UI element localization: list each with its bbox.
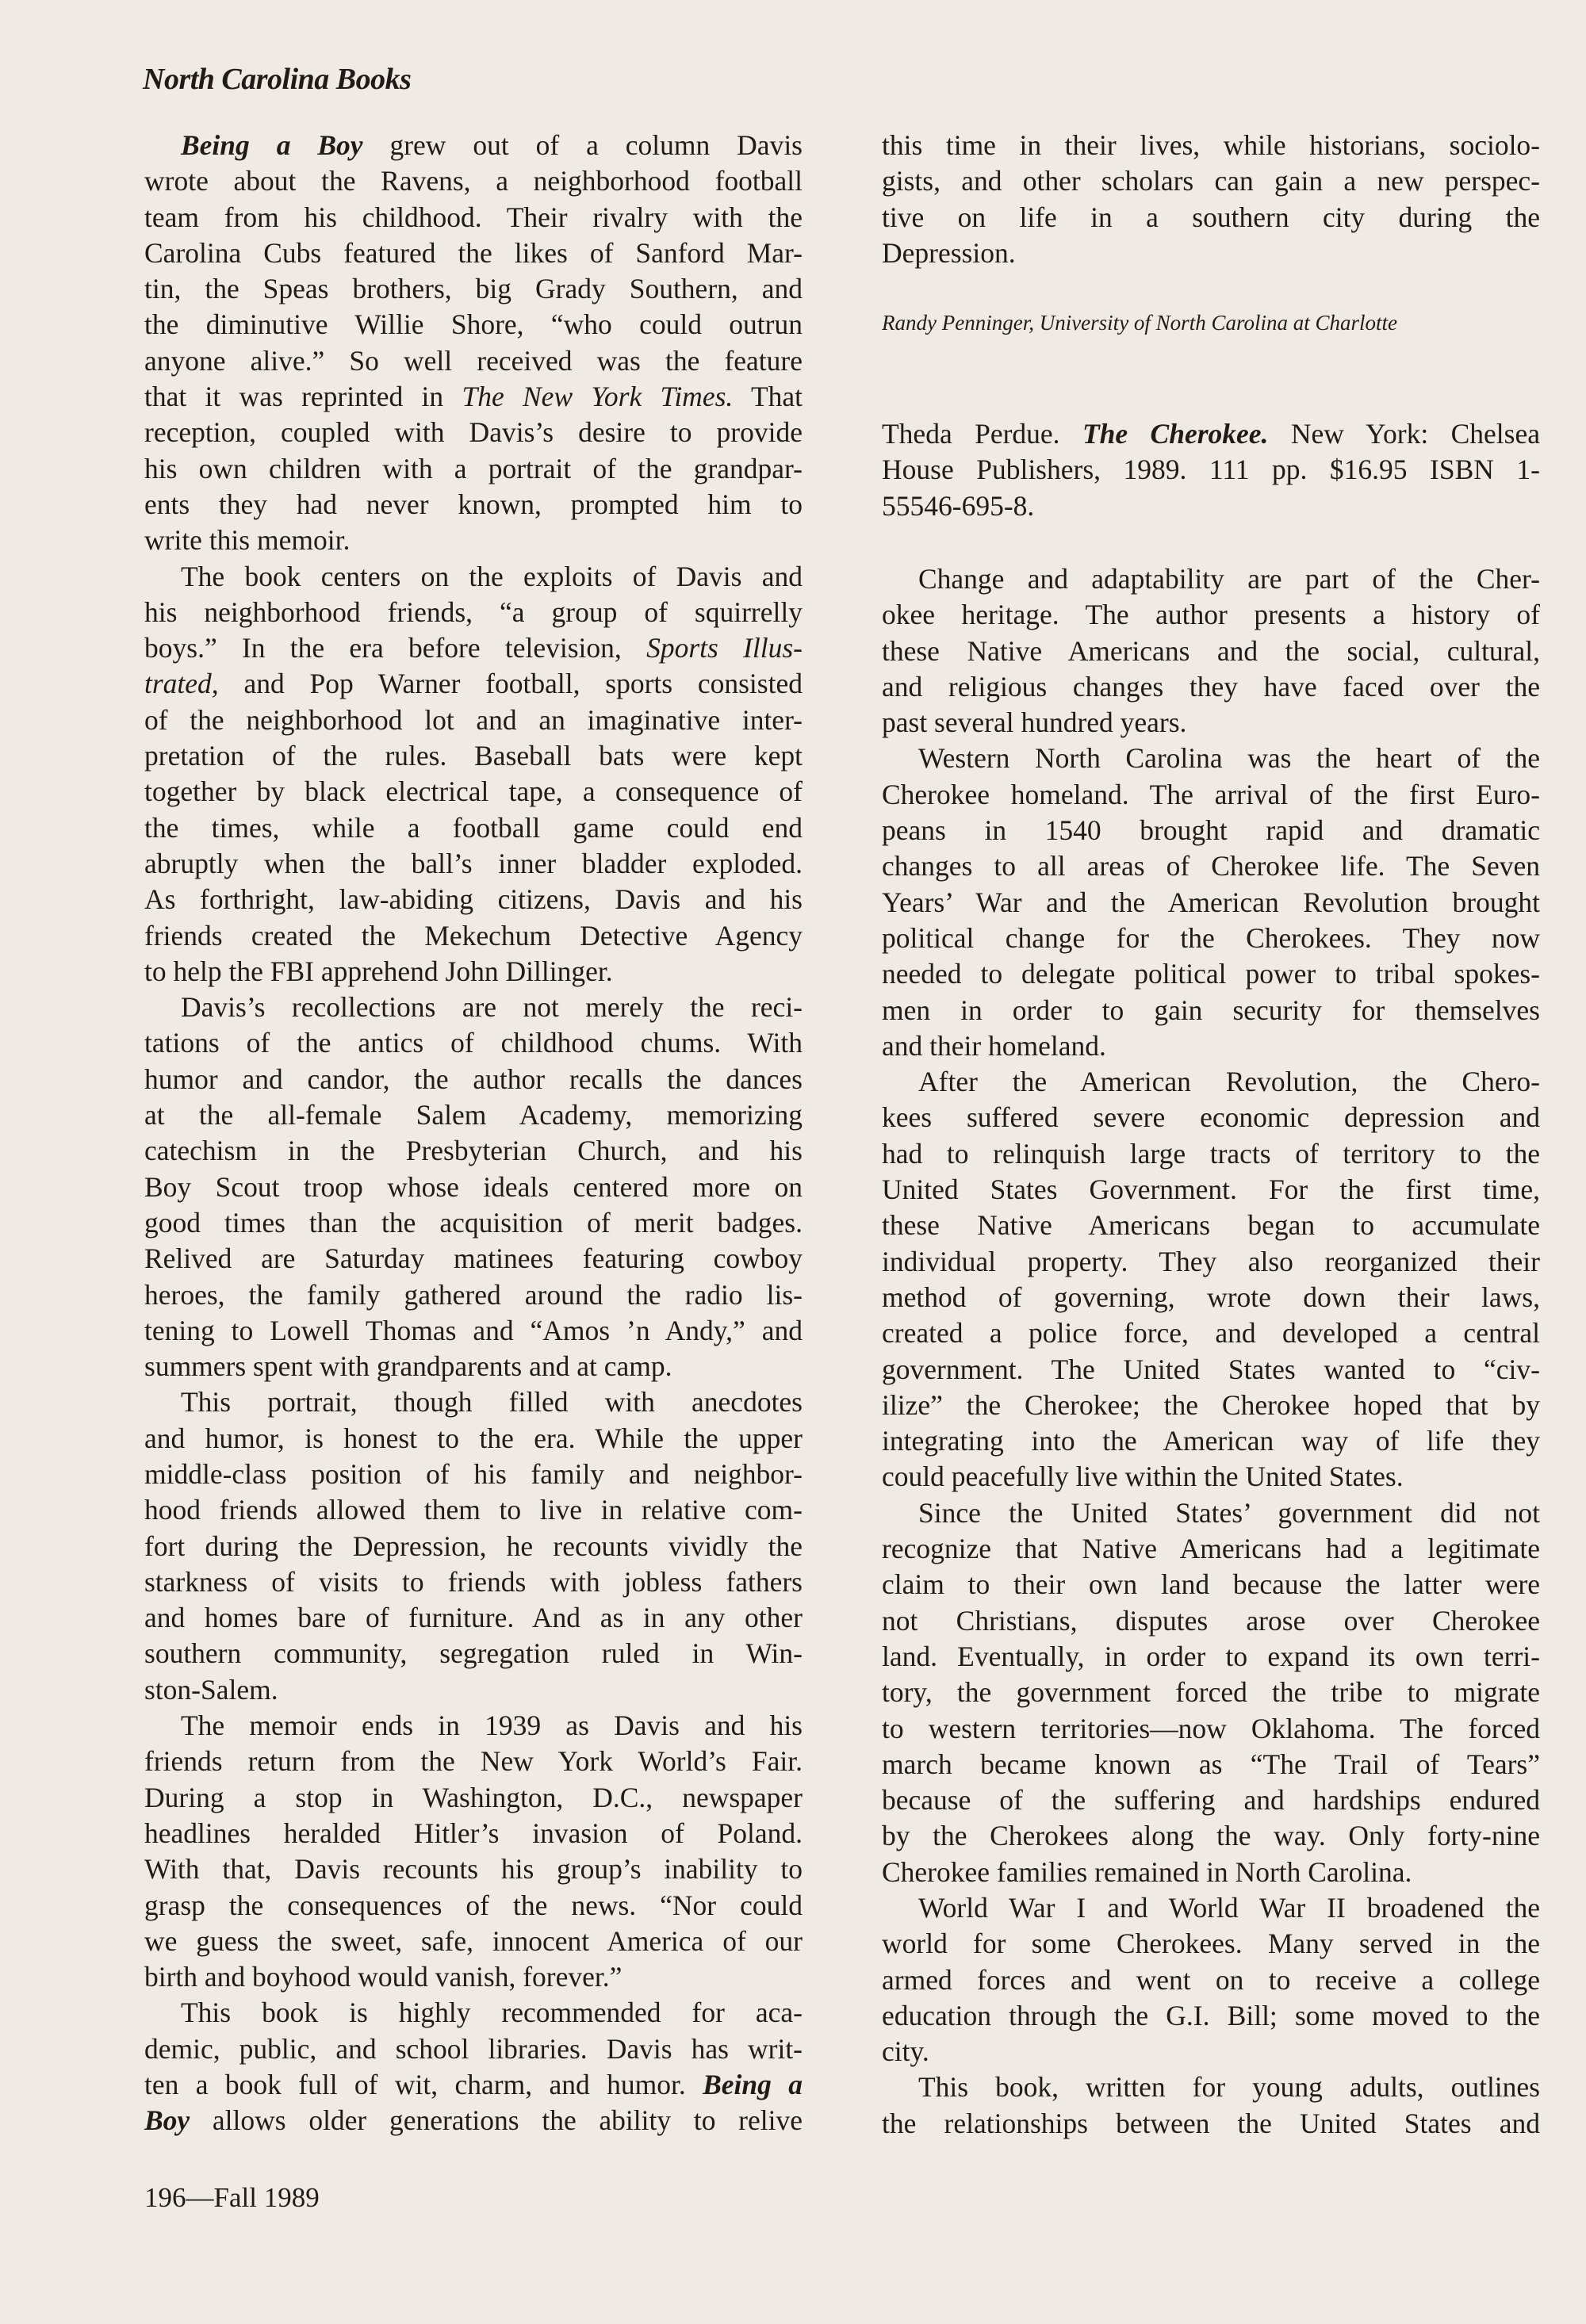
text-run: we guess the sweet, safe, innocent America of our [144, 1924, 803, 1957]
text-line [144, 1205, 803, 1241]
text-line [144, 379, 803, 415]
text-line [882, 1064, 1540, 1100]
text-run: and humor, is honest to the era. While the upper [144, 1422, 803, 1454]
text-run: these Native Americans began to accumulate [882, 1209, 1540, 1242]
paragraph [882, 1890, 1540, 2069]
text-line [144, 1816, 803, 1851]
text-run: grasp the consequences of the news. “Nor could [144, 1889, 803, 1921]
text-line [882, 1315, 1540, 1351]
text-run: these Native Americans and the social, cultural, [882, 634, 1540, 667]
text-run: abruptly when the ball’s inner bladder exploded. [144, 847, 803, 879]
text-run: Depression. [882, 236, 1016, 269]
text-line [882, 848, 1540, 884]
text-line [144, 595, 803, 630]
text-run: march became known as “The Trail of Tears” [882, 1748, 1540, 1780]
text-run: After the American Revolution, the Chero- [918, 1066, 1540, 1098]
text-line [882, 200, 1540, 235]
text-line [144, 918, 803, 954]
text-line [882, 777, 1540, 813]
paragraph [144, 1708, 803, 1995]
text-line [882, 2106, 1540, 2142]
paragraph [882, 561, 1540, 741]
paragraph [882, 416, 1540, 524]
text-line [882, 1136, 1540, 1172]
italic-title: The New York Times. [462, 381, 734, 413]
text-line [882, 813, 1540, 848]
text-run: This book, written for young adults, outlines [918, 2071, 1540, 2104]
text-line [144, 810, 803, 846]
text-line [144, 774, 803, 810]
text-line [882, 1926, 1540, 1962]
text-line [882, 2034, 1540, 2069]
text-line [882, 921, 1540, 956]
italic-title: Sports Illus- [646, 632, 803, 664]
text-line [144, 954, 803, 990]
text-line [144, 1780, 803, 1816]
text-run: recognize that Native Americans had a legitimate [882, 1533, 1540, 1565]
text-line [882, 1495, 1540, 1531]
text-line [144, 1995, 803, 2031]
text-line [144, 990, 803, 1025]
text-run: team from his childhood. Their rivalry with the [144, 201, 803, 233]
book-title: Being a [703, 2069, 803, 2101]
text-line [882, 1100, 1540, 1135]
text-run: House Publishers, 1989. 111 pp. $16.95 ISBN 1- [882, 454, 1540, 486]
text-line [144, 1241, 803, 1277]
text-line [144, 559, 803, 595]
text-line [144, 1492, 803, 1528]
text-run: allows older generations the ability to relive [190, 2104, 803, 2137]
text-run: write this memoir. [144, 524, 351, 557]
text-run: birth and boyhood would vanish, forever.” [144, 1961, 623, 1993]
text-line [882, 1280, 1540, 1315]
text-run: As forthright, law-abiding citizens, Davis and his [144, 883, 803, 916]
text-run: individual property. They also reorganized their [882, 1245, 1540, 1277]
text-run: land. Eventually, in order to expand its own terri- [882, 1640, 1540, 1672]
text-line [144, 882, 803, 917]
text-line [882, 885, 1540, 921]
paragraph [144, 1995, 803, 2138]
text-line [144, 163, 803, 199]
right-column-review [882, 561, 1540, 2142]
text-line [882, 1028, 1540, 1064]
text-line [144, 1888, 803, 1924]
text-run: world for some Cherokees. Many served in the [882, 1928, 1540, 1960]
text-run: his neighborhood friends, “a group of squirrelly [144, 595, 803, 628]
paragraph [144, 1384, 803, 1708]
book-title: Boy [144, 2104, 190, 2137]
text-run: the diminutive Willie Shore, “who could outrun [144, 308, 803, 341]
text-line [882, 669, 1540, 705]
text-line [882, 956, 1540, 992]
text-line [882, 597, 1540, 633]
text-line [144, 1636, 803, 1671]
book-title: Being a Boy [181, 129, 363, 161]
italic-title: trated, [144, 668, 219, 700]
text-run: political change for the Cherokees. They now [882, 921, 1540, 954]
text-run: tening to Lowell Thomas and “Amos ’n Andy,” and [144, 1314, 803, 1346]
text-run: claim to their own land because the latter were [882, 1568, 1540, 1601]
text-run: New York: Chelsea [1268, 418, 1540, 450]
text-run: because of the suffering and hardships endured [882, 1784, 1540, 1817]
text-run: men in order to gain security for themselves [882, 994, 1540, 1026]
text-line [882, 235, 1540, 271]
text-line [882, 1423, 1540, 1459]
text-line [882, 1603, 1540, 1639]
text-run: the times, while a football game could end [144, 811, 803, 844]
running-header: North Carolina Books [143, 63, 412, 96]
text-line [144, 630, 803, 666]
text-line [144, 2067, 803, 2103]
text-run: education through the G.I. Bill; some moved to the [882, 1999, 1540, 2031]
text-line [144, 451, 803, 487]
text-run: catechism in the Presbyterian Church, and his [144, 1135, 803, 1167]
text-run: that it was reprinted in [144, 381, 462, 413]
text-run: anyone alive.” So well received was the feature [144, 344, 803, 377]
text-line [882, 128, 1540, 163]
text-run: his own children with a portrait of the grandpar- [144, 452, 803, 484]
text-run: hood friends allowed them to live in relative com- [144, 1494, 803, 1526]
paragraph [882, 1064, 1540, 1495]
text-run: With that, Davis recounts his group’s inability to [144, 1853, 803, 1886]
text-line [144, 1708, 803, 1744]
text-run: Years’ War and the American Revolution brought [882, 886, 1540, 918]
text-run: integrating into the American way of life they [882, 1425, 1540, 1457]
text-line [144, 1851, 803, 1887]
text-line [882, 488, 1540, 524]
paragraph [882, 128, 1540, 271]
text-run: tive on life in a southern city during the [882, 201, 1540, 233]
text-line [144, 1457, 803, 1492]
text-run: Change and adaptability are part of the Cher- [918, 563, 1540, 595]
text-run: starkness of visits to friends with jobless fathers [144, 1565, 803, 1598]
text-line [144, 200, 803, 235]
text-line [144, 128, 803, 163]
text-run: reception, coupled with Davis’s desire to provide [144, 416, 803, 449]
text-line [882, 1388, 1540, 1423]
text-run: together by black electrical tape, a consequence of [144, 775, 803, 808]
text-run: to western territories—now Oklahoma. The forced [882, 1712, 1540, 1744]
text-line [144, 1564, 803, 1600]
text-run: changes to all areas of Cherokee life. The Seven [882, 850, 1540, 883]
text-line [144, 846, 803, 882]
text-line [882, 1782, 1540, 1818]
text-run: by the Cherokees along the way. Only forty-nine [882, 1820, 1540, 1852]
text-line [144, 1384, 803, 1420]
text-run: headlines heralded Hitler’s invasion of Poland. [144, 1817, 803, 1849]
text-run: 55546-695-8. [882, 489, 1035, 522]
text-run: created a police force, and developed a central [882, 1317, 1540, 1350]
text-run: boys.” In the era before television, [144, 632, 647, 664]
text-run: summers spent with grandparents and at camp. [144, 1350, 672, 1383]
text-run: city. [882, 2035, 929, 2068]
text-line [882, 1747, 1540, 1782]
text-run: okee heritage. The author presents a history of [882, 599, 1540, 631]
paragraph [144, 128, 803, 559]
text-line [882, 1639, 1540, 1675]
text-line [882, 1855, 1540, 1890]
text-run: ten a book full of wit, charm, and humor. [144, 2069, 703, 2101]
text-run: needed to delegate political power to tribal spokes- [882, 958, 1540, 990]
page-footer: 196—Fall 1989 [144, 2182, 320, 2213]
text-line [882, 1352, 1540, 1388]
text-run: This book is highly recommended for aca- [181, 1997, 803, 2029]
text-line [882, 1567, 1540, 1602]
text-run: the relationships between the United States and [882, 2107, 1540, 2139]
text-line [144, 1421, 803, 1457]
paragraph [144, 990, 803, 1384]
text-line [882, 1531, 1540, 1567]
text-run: and religious changes they have faced over the [882, 670, 1540, 703]
text-line [144, 1097, 803, 1133]
text-run: grew out of a column Davis [362, 129, 803, 161]
text-line [144, 307, 803, 343]
text-line [882, 1962, 1540, 1998]
text-line [144, 271, 803, 307]
text-line [144, 1025, 803, 1061]
text-line [882, 1208, 1540, 1243]
text-run: United States Government. For the first time, [882, 1173, 1540, 1206]
text-line [144, 1133, 803, 1169]
text-run: had to relinquish large tracts of territory to the [882, 1137, 1540, 1170]
text-run: good times than the acquisition of merit badges. [144, 1206, 803, 1239]
text-line [144, 666, 803, 702]
text-line [144, 738, 803, 774]
text-run: of the neighborhood lot and an imaginative inter- [144, 703, 803, 736]
text-run: armed forces and went on to receive a college [882, 1963, 1540, 1996]
text-run: tory, the government forced the tribe to migrate [882, 1676, 1540, 1709]
text-run: to help the FBI apprehend John Dillinger. [144, 955, 613, 987]
text-line [144, 1170, 803, 1205]
text-run: Cherokee families remained in North Carolina. [882, 1855, 1412, 1888]
paragraph [144, 559, 803, 990]
text-run: middle-class position of his family and neighbor- [144, 1457, 803, 1490]
text-line [144, 1349, 803, 1384]
text-run: and their homeland. [882, 1029, 1106, 1062]
text-line [144, 523, 803, 558]
text-run: humor and candor, the author recalls the dances [144, 1062, 803, 1095]
text-run: ston-Salem. [144, 1673, 278, 1706]
text-run: method of governing, wrote down their laws, [882, 1281, 1540, 1313]
text-line [882, 163, 1540, 199]
text-run: pretation of the rules. Baseball bats were kept [144, 740, 803, 772]
text-line [144, 2031, 803, 2067]
text-line [144, 415, 803, 450]
text-line [144, 1529, 803, 1564]
paragraph [882, 2069, 1540, 2142]
text-line [882, 993, 1540, 1028]
text-run: tin, the Speas brothers, big Grady Southern, and [144, 273, 803, 305]
paragraph [882, 741, 1540, 1064]
text-line [882, 1675, 1540, 1710]
reviewer-signature: Randy Penninger, University of North Carolina at Charlotte [882, 311, 1397, 335]
text-run: ilize” the Cherokee; the Cherokee hoped that by [882, 1388, 1540, 1421]
text-run: Theda Perdue. [882, 418, 1082, 450]
text-run: government. The United States wanted to “civ- [882, 1353, 1540, 1385]
book-title: The Cherokee. [1082, 418, 1269, 450]
text-run: This portrait, though filled with anecdotes [181, 1386, 803, 1419]
text-run: That [733, 381, 803, 413]
text-line [144, 1744, 803, 1779]
text-line [144, 1672, 803, 1708]
text-line [882, 561, 1540, 597]
text-run: southern community, segregation ruled in Win- [144, 1637, 803, 1670]
text-line [144, 1277, 803, 1313]
text-run: Davis’s recollections are not merely the reci- [181, 991, 803, 1024]
text-line [882, 1172, 1540, 1208]
text-run: During a stop in Washington, D.C., newspaper [144, 1781, 803, 1813]
text-line [882, 1244, 1540, 1280]
text-line [882, 1711, 1540, 1747]
text-line [144, 487, 803, 523]
text-run: friends return from the New York World’s Fair. [144, 1745, 803, 1778]
book-citation [882, 416, 1540, 524]
text-run: and Pop Warner football, sports consisted [218, 668, 803, 700]
text-run: wrote about the Ravens, a neighborhood football [144, 165, 803, 197]
text-run: Western North Carolina was the heart of the [918, 742, 1540, 775]
text-line [882, 1459, 1540, 1495]
text-line [882, 741, 1540, 776]
text-line [144, 2103, 803, 2138]
text-run: past several hundred years. [882, 706, 1187, 739]
text-line [882, 2069, 1540, 2105]
text-run: World War I and World War II broadened the [918, 1891, 1540, 1924]
text-line [882, 452, 1540, 488]
text-line [144, 1313, 803, 1349]
text-line [882, 634, 1540, 669]
text-run: could peacefully live within the United States. [882, 1461, 1404, 1493]
text-run: gists, and other scholars can gain a new perspec- [882, 165, 1540, 197]
text-line [882, 416, 1540, 452]
text-run: peans in 1540 brought rapid and dramatic [882, 814, 1540, 847]
text-run: Boy Scout troop whose ideals centered more on [144, 1170, 803, 1203]
right-column-continuation [882, 128, 1540, 271]
text-line [144, 1062, 803, 1097]
text-run: not Christians, disputes arose over Cherokee [882, 1604, 1540, 1637]
text-run: The memoir ends in 1939 as Davis and his [181, 1709, 803, 1742]
left-column [144, 128, 803, 2139]
text-run: friends created the Mekechum Detective Agency [144, 919, 803, 951]
text-line [882, 1998, 1540, 2034]
text-line [144, 1600, 803, 1636]
text-run: Carolina Cubs featured the likes of Sanford Mar- [144, 236, 803, 269]
text-line [144, 235, 803, 271]
text-run: this time in their lives, while historians, sociolo- [882, 129, 1540, 161]
text-line [144, 343, 803, 379]
text-run: ents they had never known, prompted him to [144, 488, 803, 520]
text-run: tations of the antics of childhood chums. With [144, 1027, 803, 1059]
paragraph [882, 1495, 1540, 1890]
text-line [144, 1959, 803, 1995]
text-run: Cherokee homeland. The arrival of the first Euro- [882, 778, 1540, 810]
text-line [882, 705, 1540, 741]
text-line [882, 1890, 1540, 1926]
text-run: Since the United States’ government did not [918, 1496, 1540, 1529]
text-run: heroes, the family gathered around the radio lis- [144, 1278, 803, 1311]
text-run: Relived are Saturday matinees featuring cowboy [144, 1242, 803, 1275]
text-run: fort during the Depression, he recounts vividly the [144, 1530, 803, 1562]
text-line [144, 703, 803, 738]
text-run: The book centers on the exploits of Davis and [181, 560, 803, 592]
text-line [144, 1924, 803, 1959]
text-run: at the all-female Salem Academy, memorizing [144, 1099, 803, 1131]
text-run: and homes bare of furniture. And as in any other [144, 1602, 803, 1634]
text-run: kees suffered severe economic depression and [882, 1101, 1540, 1134]
text-line [882, 1818, 1540, 1854]
text-run: demic, public, and school libraries. Davis has writ- [144, 2032, 803, 2065]
